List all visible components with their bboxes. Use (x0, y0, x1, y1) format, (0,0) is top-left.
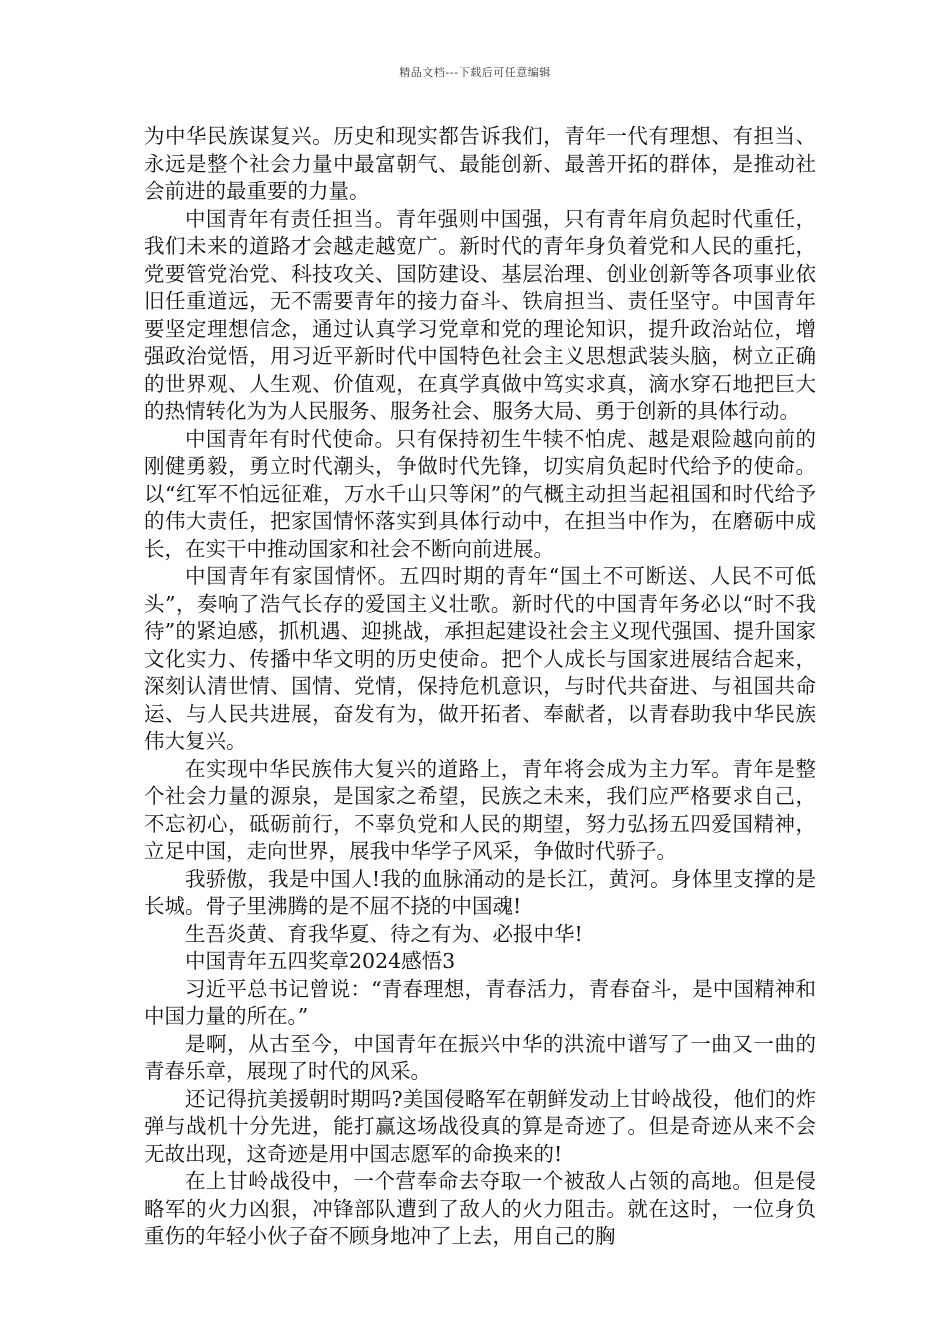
paragraph-quote: 习近平总书记曾说：“青春理想，青春活力，青春奋斗，是中国精神和中国力量的所在。” (144, 976, 816, 1028)
paragraph-history: 是啊，从古至今，中国青年在振兴中华的洪流中谱写了一曲又一曲的青春乐章，展现了时代的风采。 (144, 1031, 816, 1083)
paragraph-patriotism: 中国青年有家国情怀。五四时期的青年“国土不可断送、人民不可低头”，奏响了浩气长存的爱国主义壮歌。新时代的中国青年务必以“时不我待”的紧迫感，抓机遇、迎挑战，承担起建设社会主义现代强国、提升国家文化实力、传播中华文明的历史使命。把个人成长与国家进展结合起来，深刻认清世情、国情、党情，保持危机意识，与时代共奋进、与祖国共命运、与人民共进展，奋发有为，做开拓者、奉献者，以青春助我中华民族伟大复兴。 (144, 564, 816, 753)
paragraph-battle: 在上甘岭战役中，一个营奉命去夺取一个被敌人占领的高地。但是侵略军的火力凶狠，冲锋部队遭到了敌人的火力阻击。就在这时，一位身负重伤的年轻小伙子奋不顾身地冲了上去，用自己的胸 (144, 1169, 816, 1248)
document-body (144, 123, 816, 1251)
paragraph-proud: 我骄傲，我是中国人!我的血脉涌动的是长江，黄河。身体里支撑的是长城。骨子里沸腾的是不屈不挠的中国魂! (144, 866, 816, 918)
paragraph-rejuvenation: 在实现中华民族伟大复兴的道路上，青年将会成为主力军。青年是整个社会力量的源泉，是国家之希望，民族之未来，我们应严格要求自己，不忘初心，砥砺前行，不辜负党和人民的期望，努力弘扬五四爱国精神，立足中国，走向世界，展我中华学子风采，争做时代骄子。 (144, 756, 816, 863)
paragraph-mission: 中国青年有时代使命。只有保持初生牛犊不怕虎、越是艰险越向前的刚健勇毅，勇立时代潮头，争做时代先锋，切实肩负起时代给予的使命。以“红军不怕远征难，万水千山只等闲”的气概主动担当起祖国和时代给予的伟大责任，把家国情怀落实到具体行动中，在担当中作为，在磨砺中成长，在实干中推动国家和社会不断向前进展。 (144, 426, 816, 561)
section-title: 中国青年五四奖章2024感悟3 (185, 949, 456, 973)
page-header: 精品文档---下载后可任意编辑 (399, 66, 551, 79)
paragraph-korea-war: 还记得抗美援朝时期吗?美国侵略军在朝鲜发动上甘岭战役，他们的炸弹与战机十分先进，能打赢这场战役真的算是奇迹了。但是奇迹从来不会无故出现，这奇迹是用中国志愿军的命换来的! (144, 1086, 816, 1166)
paragraph-1: 为中华民族谋复兴。历史和现实都告诉我们，青年一代有理想、有担当、永远是整个社会力量中最富朝气、最能创新、最善开拓的群体，是推动社会前进的最重要的力量。 (144, 124, 816, 203)
paragraph-responsibility: 中国青年有责任担当。青年强则中国强，只有青年肩负起时代重任，我们未来的道路才会越走越宽广。新时代的青年身负着党和人民的重托，党要管党治党、科技攻关、国防建设、基层治理、创业创新等各项事业依旧任重道远，无不需要青年的接力奋斗、铁肩担当、责任坚守。中国青年要坚定理想信念，通过认真学习党章和党的理论知识，提升政治站位，增强政治觉悟，用习近平新时代中国特色社会主义思想武装头脑，树立正确的世界观、人生观、价值观，在真学真做中笃实求真，滴水穿石地把巨大的热情转化为为人民服务、服务社会、服务大局、勇于创新的具体行动。 (144, 206, 816, 423)
paragraph-motto: 生吾炎黄、育我华夏、待之有为、必报中华! (185, 921, 583, 946)
